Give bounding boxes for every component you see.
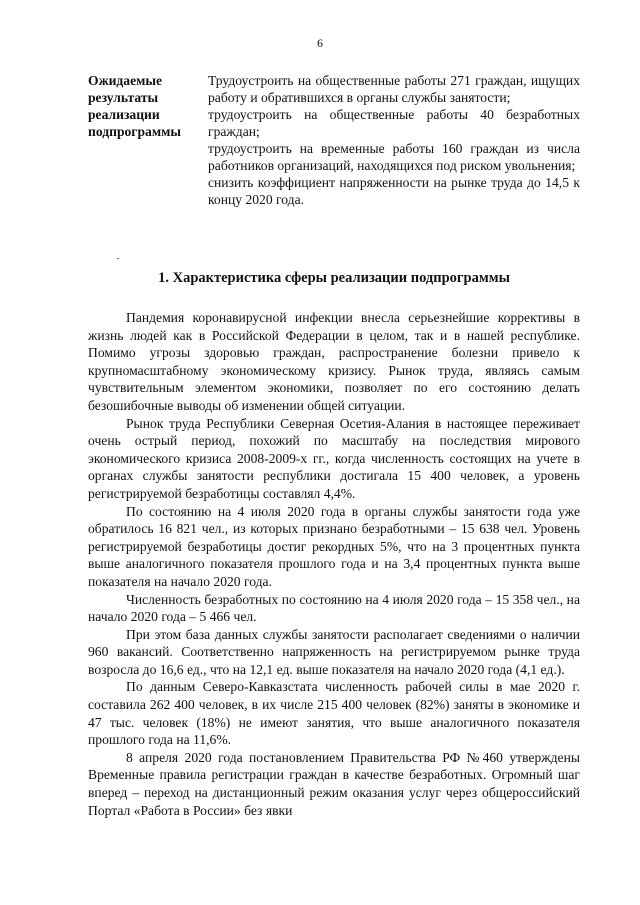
label-line: реализации bbox=[88, 107, 160, 122]
paragraph: По состоянию на 4 июля 2020 года в органы службы занятости года уже обратилось 16 821 чел., из которых признано безработными – 15 638 чел. Уровень регистрируемой безработицы достиг рекордных 5%, что на 3 процентных пункта выше аналогичного показателя прошлого года и на 3,4 процентных пункта выше показателя на начало 2020 года. bbox=[88, 503, 580, 589]
label-line: Ожидаемые bbox=[88, 73, 163, 88]
label-line: подпрограммы bbox=[88, 124, 181, 139]
body-text bbox=[88, 309, 580, 819]
paragraph: Рынок труда Республики Северная Осетия-Алания в настоящее переживает очень острый период, похожий по масштабу на последствия мирового экономического кризиса 2008-2009-х гг., когда численность состоящих на учете в органах службы занятости республики достигала 15 400 человек, а уровень регистрируемой безработицы составлял 4,4%. bbox=[88, 415, 580, 501]
expected-results-block bbox=[88, 72, 580, 208]
paragraph: 8 апреля 2020 года постановлением Правительства РФ №460 утверждены Временные правила регистрации граждан в качестве безработных. Огромный шаг вперед – переход на дистанционный режим оказания услуг через общероссийский Портал «Работа в России» без явки bbox=[88, 749, 580, 818]
result-item: трудоустроить на общественные работы 40 безработных граждан; bbox=[208, 107, 580, 139]
paragraph: Численность безработных по состоянию на 4 июля 2020 года – 15 358 чел., на начало 2020 года – 5 466 чел. bbox=[88, 591, 580, 625]
scan-mark bbox=[117, 258, 119, 259]
expected-results-list bbox=[208, 72, 580, 208]
result-item: Трудоустроить на общественные работы 271 граждан, ищущих работу и обратившихся в органы службы занятости; bbox=[208, 73, 580, 105]
result-item: снизить коэффициент напряженности на рынке труда до 14,5 к концу 2020 года. bbox=[208, 175, 580, 207]
paragraph: Пандемия коронавирусной инфекции внесла серьезнейшие коррективы в жизнь людей как в Российской Федерации в целом, так и в нашей республике. Помимо угрозы здоровью граждан, распространение болезни привело к крупномасштабному экономическому кризису. Рынок труда, являясь самым чувствительным элементом экономики, позволяет по его состоянию делать безошибочные выводы об изменении общей ситуации. bbox=[88, 310, 580, 413]
result-item: трудоустроить на временные работы 160 граждан из числа работников организаций, находящихся под риском увольнения; bbox=[208, 141, 580, 173]
paragraph: При этом база данных службы занятости располагает сведениями о наличии 960 вакансий. Соответственно напряженность на регистрируемом рынке труда возросла до 16,6 ед., что на 12,1 ед. выше показателя на начало 2020 года (4,1 ед.). bbox=[88, 626, 580, 677]
section-heading: 1. Характеристика сферы реализации подпрограммы bbox=[158, 270, 510, 286]
label-line: результаты bbox=[88, 90, 159, 105]
expected-results-label bbox=[88, 72, 208, 208]
paragraph: По данным Северо-Кавказстата численность рабочей силы в мае 2020 г. составила 262 400 человек, в их числе 215 400 человек (82%) заняты в экономике и 47 тыс. человек (18%) не имеют занятия, что выше аналогичного показателя прошлого года на 11,6%. bbox=[88, 679, 580, 748]
page-number: 6 bbox=[317, 36, 323, 50]
